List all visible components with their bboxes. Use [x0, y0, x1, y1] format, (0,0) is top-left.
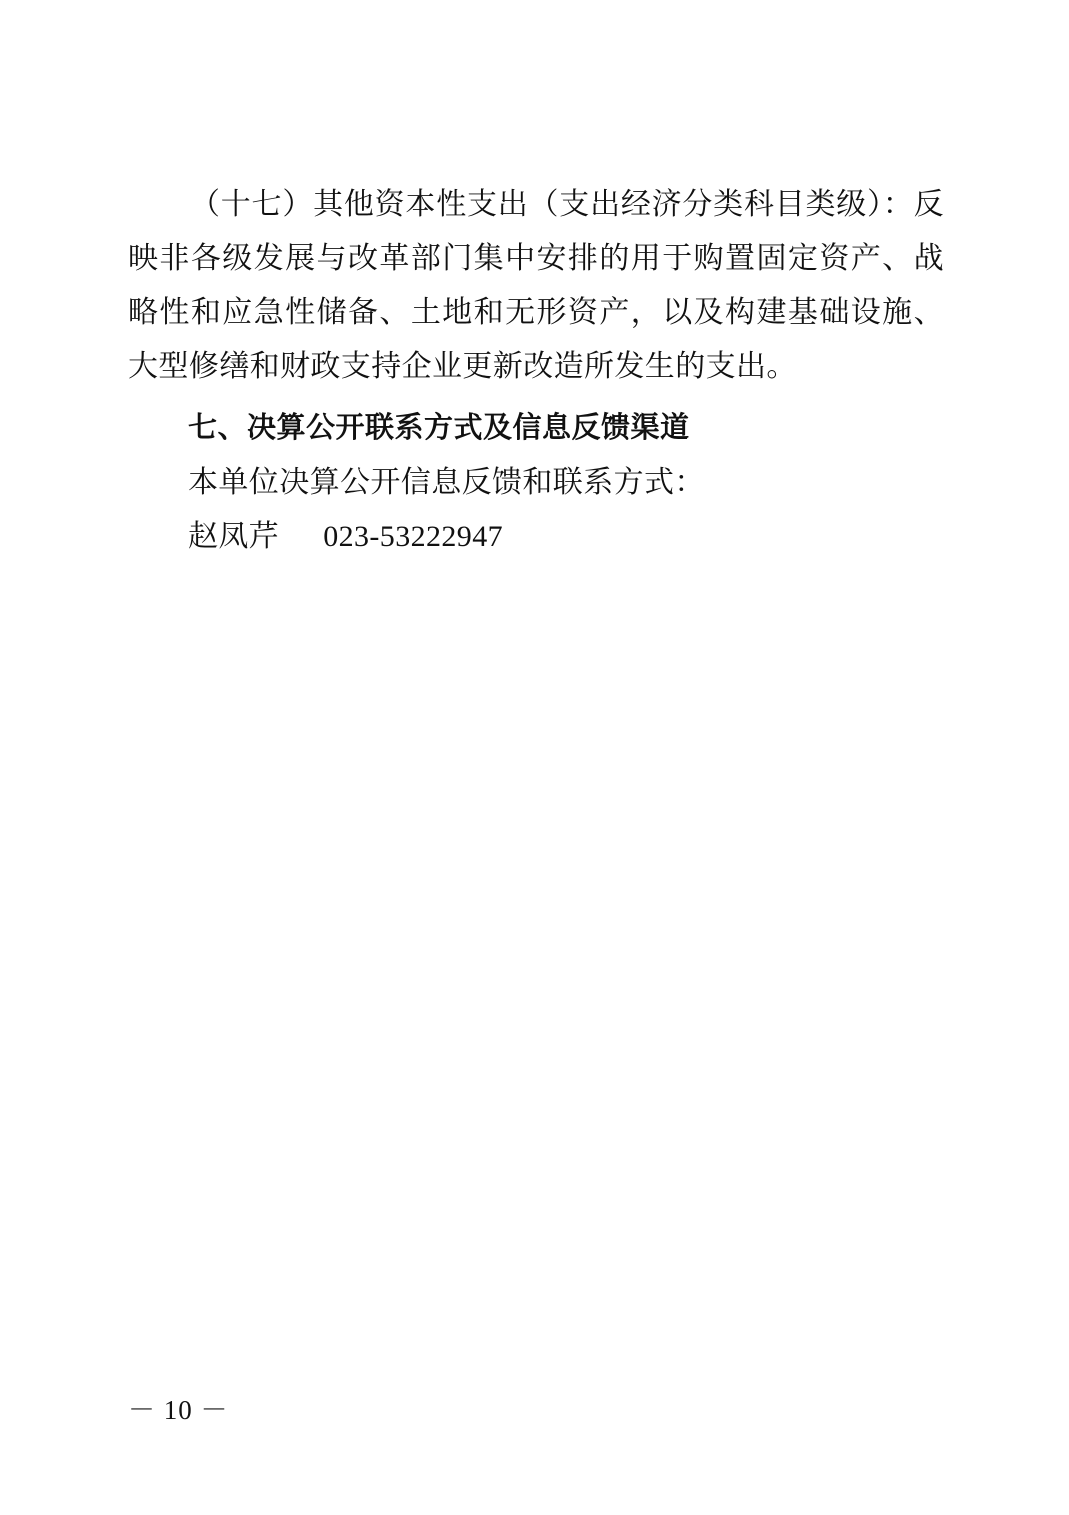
contact-phone: 023-53222947: [323, 520, 503, 553]
section-heading-seven: 七、决算公开联系方式及信息反馈渠道: [188, 410, 690, 444]
page-content: [128, 178, 944, 564]
contact-name: 赵凤芹: [188, 520, 280, 553]
paragraph-item-17: （十七）其他资本性支出（支出经济分类科目类级）：反映非各级发展与改革部门集中安排的用于购置固定资产、战略性和应急性储备、土地和无形资产，以及构建基础设施、大型修缮和财政支持企业更新改造所发生的支出。: [128, 188, 944, 383]
contact-intro-line: 本单位决算公开信息反馈和联系方式：: [188, 466, 705, 499]
page-number: － 10 －: [128, 1395, 229, 1425]
contact-detail-line: [128, 510, 944, 564]
